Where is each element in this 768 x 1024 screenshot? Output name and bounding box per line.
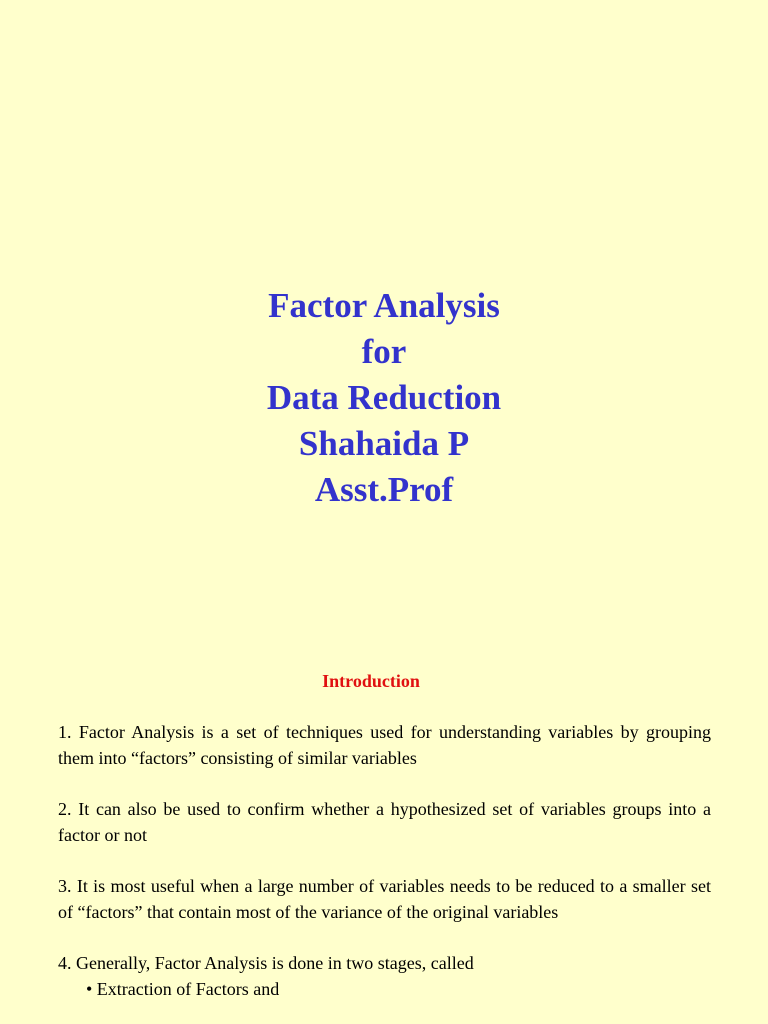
title-line-1: Factor Analysis — [268, 286, 500, 325]
section-heading: Introduction — [322, 671, 420, 691]
title-line-2: for — [361, 332, 407, 371]
paragraph-3: 3. It is most useful when a large number of variables needs to be reduced to a smaller set of “factors” that contain most of the variance of the original variables — [58, 876, 711, 922]
paragraph-4: 4. Generally, Factor Analysis is done in two stages, called — [58, 953, 474, 973]
content-body — [58, 719, 711, 1002]
author-name: Shahaida P — [298, 424, 470, 463]
paragraph-2: 2. It can also be used to confirm whether a hypothesized set of variables groups into a factor or not — [58, 799, 711, 845]
bullet-item-1: • Extraction of Factors and — [86, 979, 280, 999]
title-line-3: Data Reduction — [266, 378, 502, 417]
paragraph-1: 1. Factor Analysis is a set of techniques used for understanding variables by grouping them into “factors” consisting of similar variables — [58, 722, 711, 768]
slide-title — [0, 283, 768, 513]
author-designation: Asst.Prof — [314, 470, 454, 509]
